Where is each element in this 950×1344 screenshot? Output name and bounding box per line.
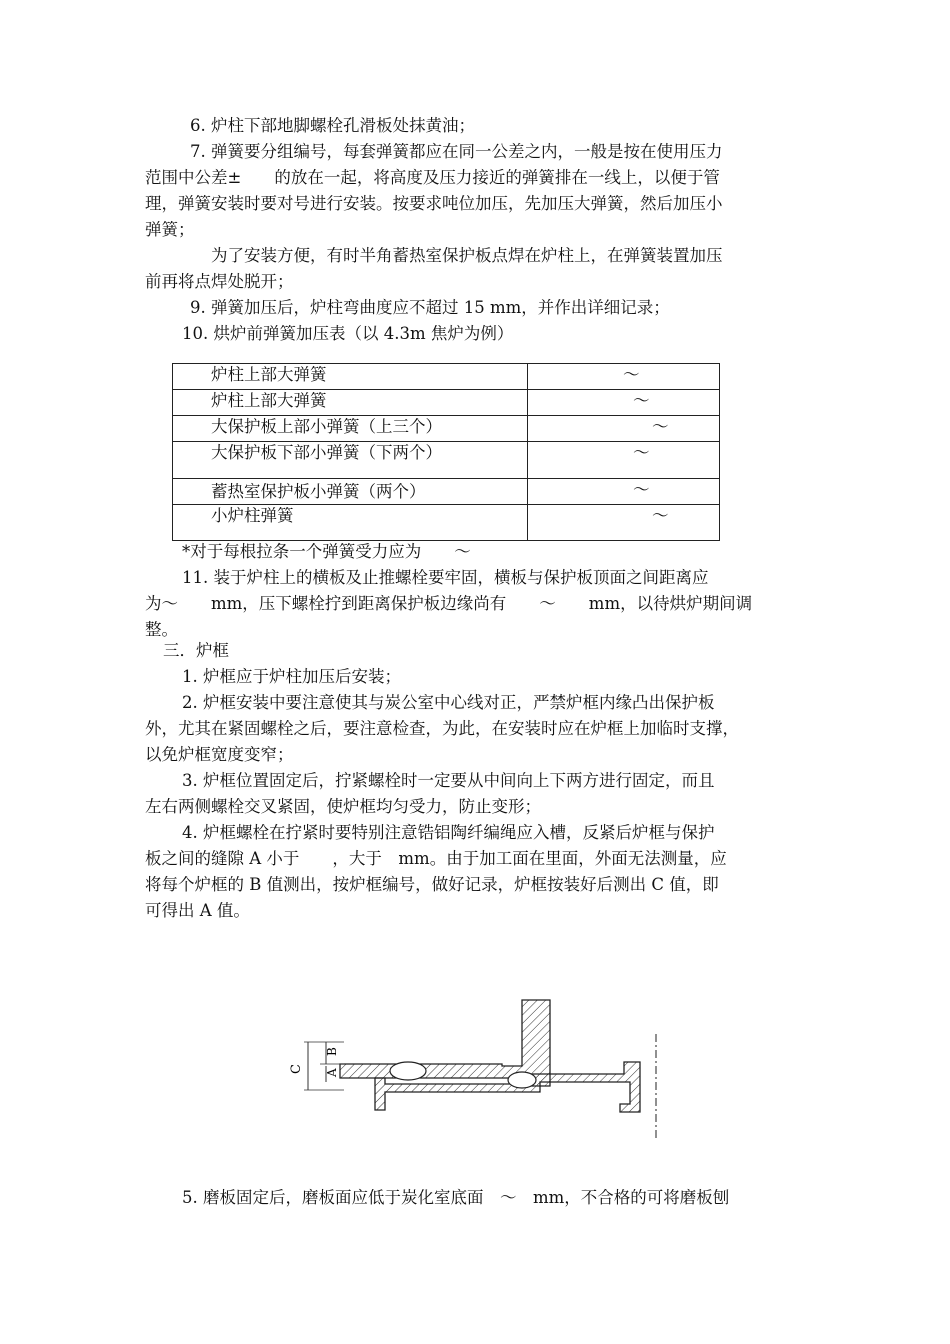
item-7-line-4: 弹簧； [145,220,195,239]
spring-pressure-table [172,363,720,541]
frame-item-4-line-4: 可得出 A 值。 [145,901,250,920]
frame-item-2-line-3: 以免炉框宽度变窄； [145,745,294,764]
table-row [173,416,720,442]
table-cell-value [528,390,720,416]
table-cell-value [528,479,720,505]
label-a: A [325,1068,339,1077]
table-row [173,505,720,541]
table-cell-value [528,442,720,479]
frame-item-2-line-2: 外，尤其在紧固螺栓之后，要注意检查，为此，在安装时应在炉框上加临时支撑， [145,719,739,738]
tilde-mark: ～ [623,365,640,384]
item-9: 9. 弹簧加压后，炉柱弯曲度应不超过 15 mm，并作出详细记录； [190,298,670,317]
furnace-frame-section-diagram [280,994,670,1144]
tilde-mark: ～ [633,480,650,499]
table-cell-name: 大保护板上部小弹簧（上三个） [173,416,528,442]
item-6: 6. 炉柱下部地脚螺栓孔滑板处抹黄油； [190,116,475,135]
table-row [173,479,720,505]
label-b: B [325,1047,339,1056]
tilde-mark: ～ [652,506,669,525]
tilde-mark: ～ [633,391,650,410]
tilde-mark: ～ [633,443,650,462]
item-11-line-1: 11. 装于炉柱上的横板及止推螺栓要牢固，横板与保护板顶面之间距离应 [182,568,709,587]
table-cell-value [528,505,720,541]
item-11-line-2: 为～ mm，压下螺栓拧到距离保护板边缘尚有 ～ mm，以待烘炉期间调 [145,594,753,613]
table-row [173,364,720,390]
item-7-line-3: 理，弹簧安装时要对号进行安装。按要求吨位加压，先加压大弹簧，然后加压小 [145,194,723,213]
item-7-line-1: 7. 弹簧要分组编号，每套弹簧都应在同一公差之内，一般是按在使用压力 [190,142,723,161]
frame-item-5: 5. 磨板固定后，磨板面应低于炭化室底面 ～ mm，不合格的可将磨板刨 [182,1188,730,1207]
item-7-line-2: 范围中公差± 的放在一起，将高度及压力接近的弹簧排在一线上，以便于管 [145,168,720,187]
item-11-line-3: 整。 [145,620,178,639]
table-cell-name: 炉柱上部大弹簧 [173,390,528,416]
item-8-line-1: 为了安装方便，有时半角蓄热室保护板点焊在炉柱上，在弹簧装置加压 [211,246,723,265]
item-10: 10. 烘炉前弹簧加压表（以 4.3m 焦炉为例） [182,324,514,343]
frame-item-4-line-2: 板之间的缝隙 A 小于 ，大于 mm。由于加工面在里面，外面无法测量，应 [145,849,727,868]
table-cell-value [528,364,720,390]
frame-item-4-line-3: 将每个炉框的 B 值测出，按炉框编号，做好记录，炉框按装好后测出 C 值，即 [145,875,719,894]
section-3-heading: 三．炉框 [163,641,229,660]
table-cell-value [528,416,720,442]
seal-rope-right [508,1072,536,1088]
table-note: *对于每根拉条一个弹簧受力应为 ～ [182,542,471,561]
table-cell-name: 大保护板下部小弹簧（下两个） [173,442,528,479]
label-c: C [289,1064,304,1074]
frame-item-3-line-2: 左右两侧螺栓交叉紧固，使炉框均匀受力，防止变形； [145,797,541,816]
frame-item-3-line-1: 3. 炉框位置固定后，拧紧螺栓时一定要从中间向上下两方进行固定，而且 [182,771,715,790]
item-8-line-2: 前再将点焊处脱开； [145,272,294,291]
seal-rope-left [390,1062,426,1080]
table-cell-name: 蓄热室保护板小弹簧（两个） [173,479,528,505]
tilde-mark: ～ [652,417,669,436]
frame-item-2-line-1: 2. 炉框安装中要注意使其与炭公室中心线对正，严禁炉框内缘凸出保护板 [182,693,715,712]
frame-item-4-line-1: 4. 炉框螺栓在拧紧时要特别注意锆铝陶纤编绳应入槽，反紧后炉框与保护 [182,823,715,842]
table-cell-name: 小炉柱弹簧 [173,505,528,541]
table-row [173,390,720,416]
table-row [173,442,720,479]
table-cell-name: 炉柱上部大弹簧 [173,364,528,390]
frame-item-1: 1. 炉框应于炉柱加压后安装； [182,667,401,686]
